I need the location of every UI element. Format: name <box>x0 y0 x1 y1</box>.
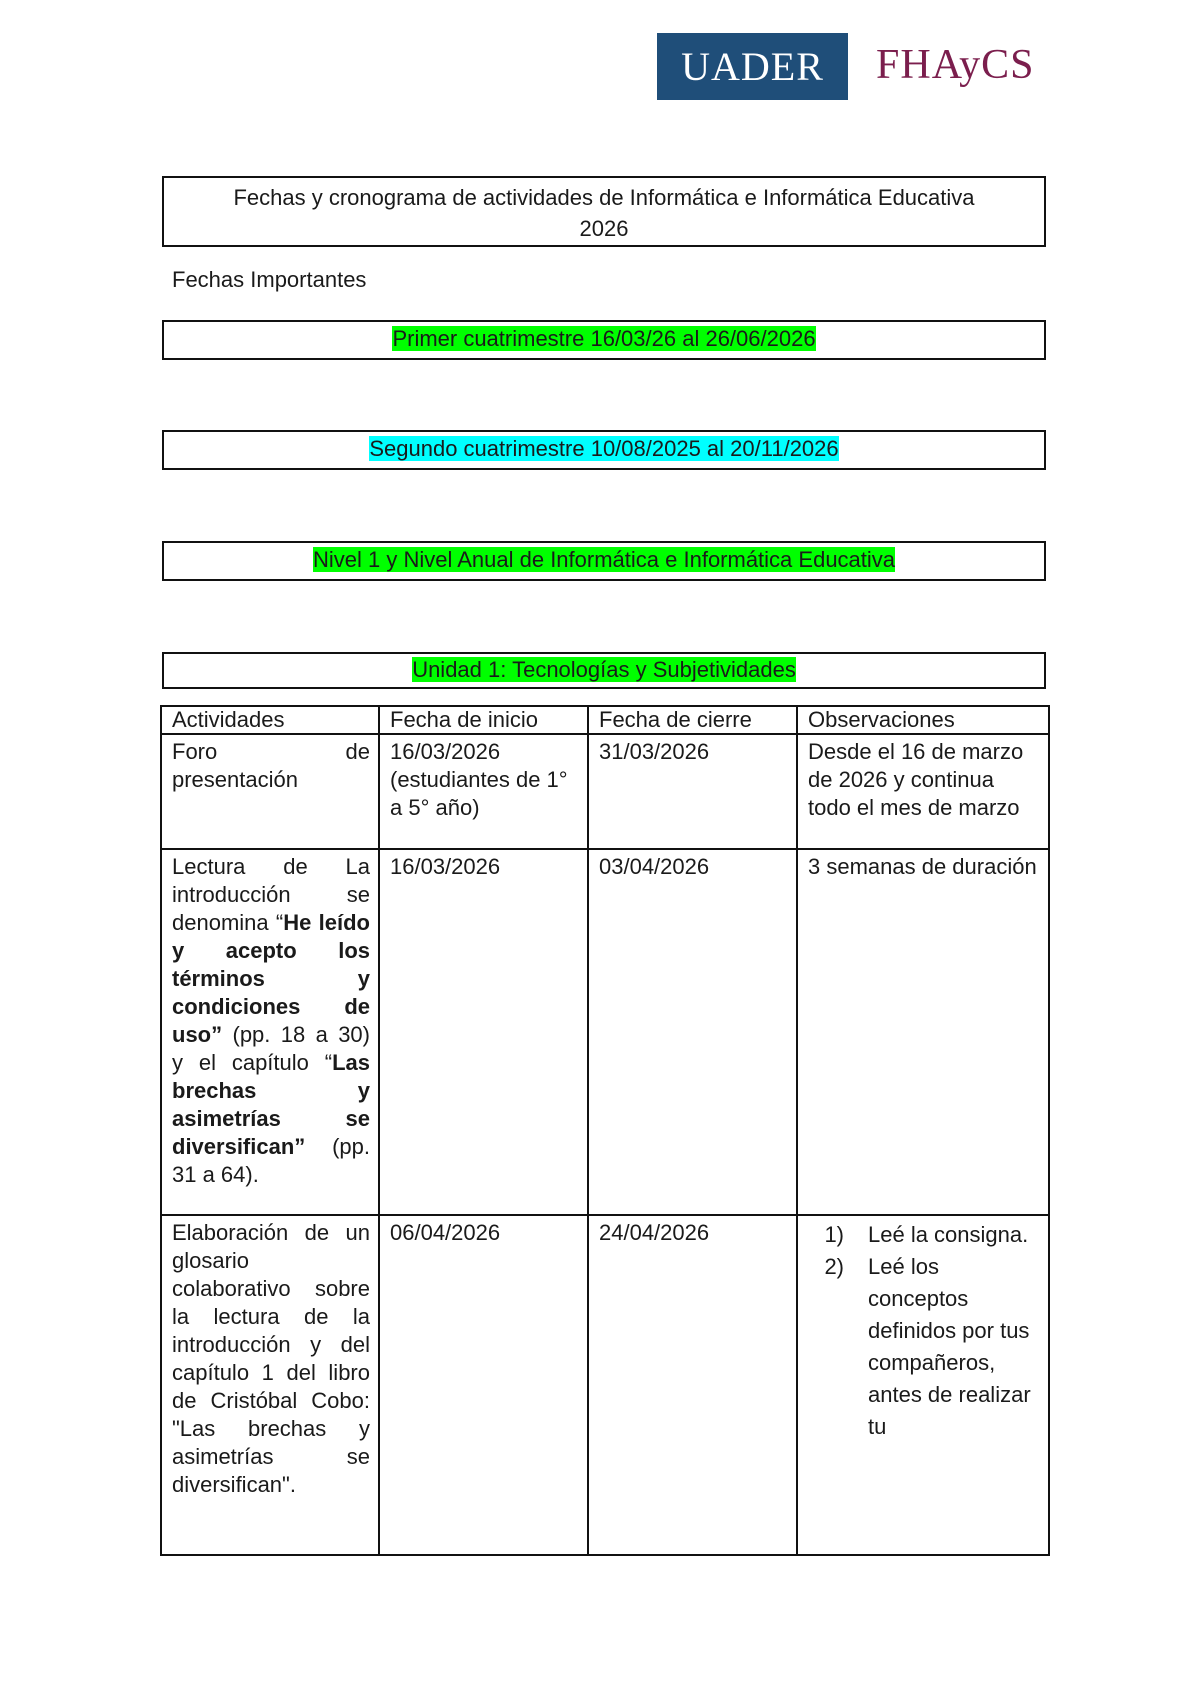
list-item <box>808 1219 1040 1251</box>
list-number: 2) <box>824 1254 844 1279</box>
uader-logo-text: UADER <box>681 44 824 89</box>
fhaycs-logo: FHAyCS <box>876 42 1035 88</box>
primer-cuatrimestre-box <box>162 320 1046 360</box>
cell-observaciones <box>797 1215 1049 1555</box>
table-row <box>161 849 1049 1215</box>
uader-logo <box>657 33 848 100</box>
document-title-line2: 2026 <box>579 216 629 241</box>
list-text: Leé la consigna. <box>868 1222 1029 1247</box>
table-row <box>161 734 1049 849</box>
cell-observaciones: 3 semanas de duración <box>797 849 1049 1215</box>
header-fecha-inicio: Fecha de inicio <box>379 706 588 734</box>
actividad-text: (pp. 31 a 64). <box>172 1134 370 1187</box>
cell-inicio: 16/03/2026 (estudiantes de 1° a 5° año) <box>379 734 588 849</box>
document-title-line1: Fechas y cronograma de actividades de Informática e Informática Educativa <box>233 185 975 210</box>
nivel-text: Nivel 1 y Nivel Anual de Informática e Informática Educativa <box>312 547 896 572</box>
nivel-box <box>162 541 1046 581</box>
document-title <box>162 176 1046 247</box>
actividad-text: Lectura de La introducción se denomina “ <box>172 854 370 935</box>
observaciones-list <box>808 1219 1040 1443</box>
unidad-text: Unidad 1: Tecnologías y Subjetividades <box>412 657 796 682</box>
actividad-text: (pp. 18 a 30) y el capítulo “ <box>172 1022 370 1075</box>
section-label: Fechas Importantes <box>172 267 367 292</box>
actividad-bold-title: He leído y acepto los términos y condiciones de uso” <box>172 910 370 1047</box>
header-fecha-cierre: Fecha de cierre <box>588 706 797 734</box>
cell-actividad <box>161 849 379 1215</box>
table-row <box>161 1215 1049 1555</box>
schedule-table <box>160 705 1050 1556</box>
table-header-row <box>161 706 1049 734</box>
cell-observaciones: Desde el 16 de marzo de 2026 y continua todo el mes de marzo <box>797 734 1049 849</box>
segundo-cuatrimestre-box <box>162 430 1046 470</box>
list-item <box>808 1251 1040 1443</box>
cell-actividad: Foro de presentación <box>161 734 379 849</box>
cell-cierre: 31/03/2026 <box>588 734 797 849</box>
cell-inicio: 06/04/2026 <box>379 1215 588 1555</box>
header-observaciones: Observaciones <box>797 706 1049 734</box>
segundo-cuatrimestre-text: Segundo cuatrimestre 10/08/2025 al 20/11/2026 <box>369 436 839 461</box>
cell-actividad: Elaboración de un glosario colaborativo sobre la lectura de la introducción y del capítulo 1 del libro de Cristóbal Cobo: "Las brechas y asimetrías se diversifican". <box>161 1215 379 1555</box>
unidad-box <box>162 652 1046 689</box>
list-text: Leé los conceptos definidos por tus compañeros, antes de realizar tu <box>868 1254 1031 1439</box>
header-actividades: Actividades <box>161 706 379 734</box>
primer-cuatrimestre-text: Primer cuatrimestre 16/03/26 al 26/06/2026 <box>392 326 816 351</box>
cell-cierre: 24/04/2026 <box>588 1215 797 1555</box>
cell-cierre: 03/04/2026 <box>588 849 797 1215</box>
actividad-bold-title: Las brechas y asimetrías se diversifican” <box>172 1050 370 1159</box>
cell-inicio: 16/03/2026 <box>379 849 588 1215</box>
list-number: 1) <box>824 1222 844 1247</box>
